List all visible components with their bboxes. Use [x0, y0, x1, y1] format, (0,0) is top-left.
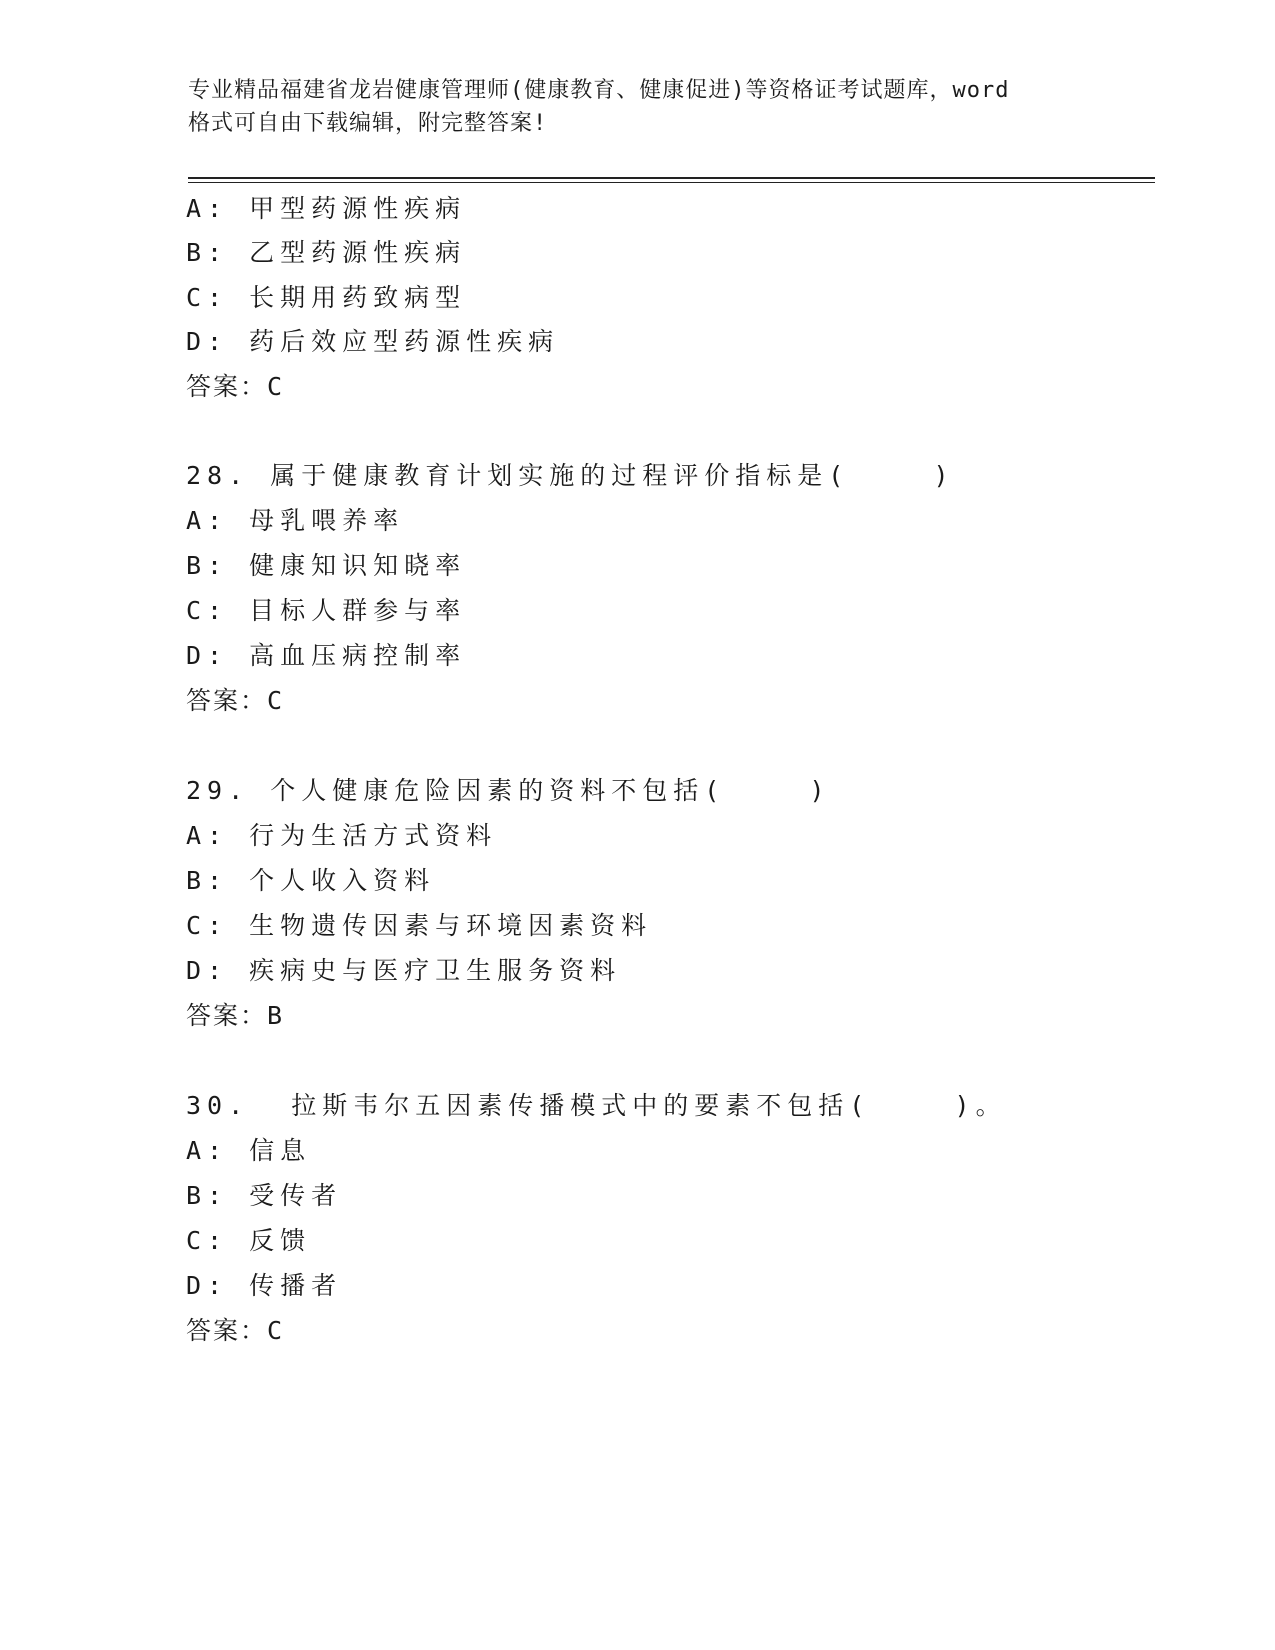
q28-option-a: A: 母乳喂养率	[186, 506, 405, 535]
q27-option-c: C: 长期用药致病型	[186, 283, 467, 312]
q28-option-c: C: 目标人群参与率	[186, 596, 467, 625]
q29-option-d: D: 疾病史与医疗卫生服务资料	[186, 956, 622, 985]
q30-option-a: A: 信息	[186, 1136, 312, 1165]
answer-value: C	[267, 372, 285, 401]
q28-option-b: B: 健康知识知晓率	[186, 551, 467, 580]
q27-answer	[186, 371, 284, 403]
answer-label: 答案：	[186, 686, 268, 715]
q28-answer	[186, 685, 284, 717]
answer-label: 答案：	[186, 1001, 268, 1030]
answer-value: C	[267, 686, 285, 715]
q29-option-b: B: 个人收入资料	[186, 866, 436, 895]
q29-answer	[186, 1000, 284, 1032]
answer-label: 答案：	[186, 372, 268, 401]
q29-question: 29. 个人健康危险因素的资料不包括( )	[186, 776, 831, 805]
q30-option-d: D: 传播者	[186, 1271, 343, 1300]
header-divider-thick	[188, 177, 1155, 179]
answer-value: B	[267, 1001, 285, 1030]
q30-answer	[186, 1315, 284, 1347]
header-line-1: 专业精品福建省龙岩健康管理师(健康教育、健康促进)等资格证考试题库，word	[188, 78, 1010, 103]
q27-option-d: D: 药后效应型药源性疾病	[186, 327, 560, 356]
header-divider-thin	[188, 182, 1155, 183]
q29-option-a: A: 行为生活方式资料	[186, 821, 498, 850]
answer-label: 答案：	[186, 1316, 268, 1345]
q29-option-c: C: 生物遗传因素与环境因素资料	[186, 911, 653, 940]
header-line-2: 格式可自由下载编辑，附完整答案!	[188, 111, 548, 136]
document-header	[188, 74, 1088, 140]
q27-option-a: A: 甲型药源性疾病	[186, 194, 467, 223]
q30-question: 30. 拉斯韦尔五因素传播模式中的要素不包括( )。	[186, 1091, 1007, 1120]
q28-option-d: D: 高血压病控制率	[186, 641, 467, 670]
q28-question: 28. 属于健康教育计划实施的过程评价指标是( )	[186, 461, 955, 490]
q27-option-b: B: 乙型药源性疾病	[186, 238, 467, 267]
q30-option-c: C: 反馈	[186, 1226, 312, 1255]
q30-option-b: B: 受传者	[186, 1181, 343, 1210]
answer-value: C	[267, 1316, 285, 1345]
